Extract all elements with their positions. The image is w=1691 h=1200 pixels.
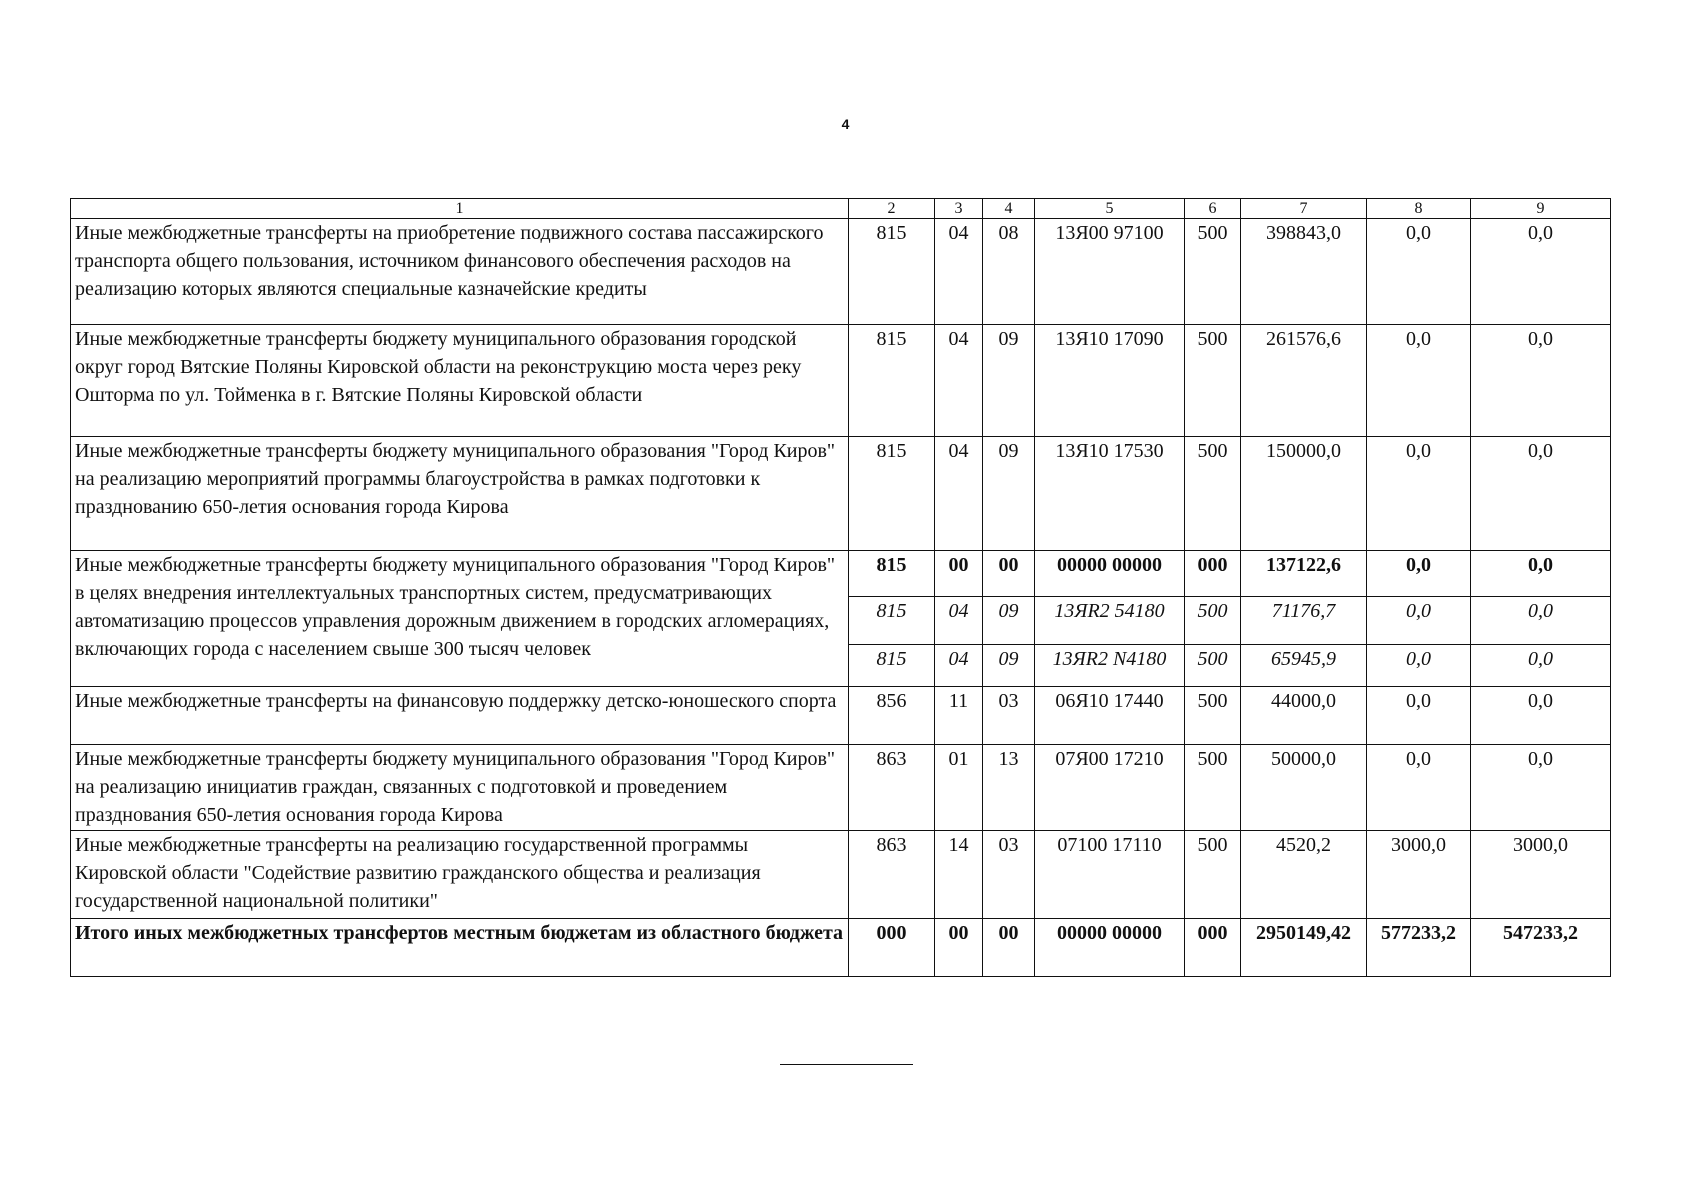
cell-target-article: 00000 00000 xyxy=(1035,551,1185,597)
cell-ministry-code: 815 xyxy=(849,645,935,687)
cell-ministry-code: 863 xyxy=(849,831,935,919)
cell-amount-col7: 2950149,42 xyxy=(1241,919,1367,977)
cell-amount-col9: 0,0 xyxy=(1471,325,1611,437)
cell-expense-type: 500 xyxy=(1185,437,1241,551)
column-header: 4 xyxy=(983,199,1035,219)
column-header: 3 xyxy=(935,199,983,219)
cell-subsection: 09 xyxy=(983,325,1035,437)
cell-amount-col9: 0,0 xyxy=(1471,219,1611,325)
cell-target-article: 13Я00 97100 xyxy=(1035,219,1185,325)
cell-section: 04 xyxy=(935,219,983,325)
cell-amount-col7: 398843,0 xyxy=(1241,219,1367,325)
column-header: 5 xyxy=(1035,199,1185,219)
cell-amount-col7: 261576,6 xyxy=(1241,325,1367,437)
cell-target-article: 06Я10 17440 xyxy=(1035,687,1185,745)
cell-amount-col9: 3000,0 xyxy=(1471,831,1611,919)
cell-amount-col9: 0,0 xyxy=(1471,597,1611,645)
column-header: 9 xyxy=(1471,199,1611,219)
cell-expense-type: 000 xyxy=(1185,919,1241,977)
footer-divider xyxy=(780,1064,913,1065)
cell-amount-col9: 0,0 xyxy=(1471,551,1611,597)
cell-target-article: 13ЯR2 54180 xyxy=(1035,597,1185,645)
table-row xyxy=(71,831,1611,919)
row-description: Иные межбюджетные трансферты бюджету муниципального образования городской округ город Вятские Поляны Кировской области на реконструкцию моста через реку Ошторма по ул. Тойменка в г. Вятские Поляны Кировской области xyxy=(71,325,849,437)
table-row xyxy=(71,745,1611,831)
cell-expense-type: 500 xyxy=(1185,597,1241,645)
column-header: 8 xyxy=(1367,199,1471,219)
cell-amount-col8: 0,0 xyxy=(1367,597,1471,645)
row-description: Иные межбюджетные трансферты на реализацию государственной программы Кировской области "Содействие развитию гражданского общества и реализация государственной национальной политики" xyxy=(71,831,849,919)
cell-amount-col8: 0,0 xyxy=(1367,219,1471,325)
cell-section: 04 xyxy=(935,597,983,645)
cell-section: 11 xyxy=(935,687,983,745)
cell-amount-col8: 0,0 xyxy=(1367,745,1471,831)
cell-amount-col9: 0,0 xyxy=(1471,437,1611,551)
cell-subsection: 13 xyxy=(983,745,1035,831)
cell-ministry-code: 000 xyxy=(849,919,935,977)
row-description: Иные межбюджетные трансферты бюджету муниципального образования "Город Киров" на реализацию инициатив граждан, связанных с подготовкой и проведением празднования 650-летия основания города Кирова xyxy=(71,745,849,831)
cell-amount-col7: 4520,2 xyxy=(1241,831,1367,919)
column-header: 7 xyxy=(1241,199,1367,219)
table-row xyxy=(71,219,1611,325)
cell-expense-type: 500 xyxy=(1185,831,1241,919)
cell-amount-col7: 150000,0 xyxy=(1241,437,1367,551)
cell-section: 04 xyxy=(935,437,983,551)
cell-expense-type: 000 xyxy=(1185,551,1241,597)
cell-expense-type: 500 xyxy=(1185,325,1241,437)
table-row xyxy=(71,687,1611,745)
row-description: Иные межбюджетные трансферты бюджету муниципального образования "Город Киров" на реализацию мероприятий программы благоустройства в рамках подготовки к празднованию 650-летия основания города Кирова xyxy=(71,437,849,551)
cell-subsection: 08 xyxy=(983,219,1035,325)
cell-subsection: 09 xyxy=(983,645,1035,687)
cell-amount-col7: 44000,0 xyxy=(1241,687,1367,745)
cell-section: 01 xyxy=(935,745,983,831)
cell-amount-col8: 3000,0 xyxy=(1367,831,1471,919)
cell-section: 04 xyxy=(935,325,983,437)
cell-amount-col8: 577233,2 xyxy=(1367,919,1471,977)
cell-amount-col8: 0,0 xyxy=(1367,687,1471,745)
cell-amount-col7: 137122,6 xyxy=(1241,551,1367,597)
cell-amount-col7: 71176,7 xyxy=(1241,597,1367,645)
row-description: Иные межбюджетные трансферты на финансовую поддержку детско-юношеского спорта xyxy=(71,687,849,745)
cell-section: 04 xyxy=(935,645,983,687)
cell-target-article: 07100 17110 xyxy=(1035,831,1185,919)
cell-amount-col8: 0,0 xyxy=(1367,551,1471,597)
cell-target-article: 13ЯR2 N4180 xyxy=(1035,645,1185,687)
cell-target-article: 13Я10 17090 xyxy=(1035,325,1185,437)
cell-amount-col9: 0,0 xyxy=(1471,745,1611,831)
cell-section: 00 xyxy=(935,919,983,977)
cell-amount-col9: 0,0 xyxy=(1471,687,1611,745)
cell-target-article: 13Я10 17530 xyxy=(1035,437,1185,551)
column-header: 6 xyxy=(1185,199,1241,219)
cell-amount-col8: 0,0 xyxy=(1367,325,1471,437)
cell-expense-type: 500 xyxy=(1185,645,1241,687)
total-description: Итого иных межбюджетных трансфертов местным бюджетам из областного бюджета xyxy=(71,919,849,977)
cell-expense-type: 500 xyxy=(1185,219,1241,325)
cell-ministry-code: 815 xyxy=(849,597,935,645)
table-row xyxy=(71,551,1611,597)
cell-target-article: 00000 00000 xyxy=(1035,919,1185,977)
row-description: Иные межбюджетные трансферты на приобретение подвижного состава пассажирского транспорта общего пользования, источником финансового обеспечения расходов на реализацию которых являются специальные казначейские кредиты xyxy=(71,219,849,325)
cell-amount-col9: 0,0 xyxy=(1471,645,1611,687)
cell-subsection: 00 xyxy=(983,551,1035,597)
cell-subsection: 09 xyxy=(983,437,1035,551)
cell-target-article: 07Я00 17210 xyxy=(1035,745,1185,831)
cell-amount-col7: 65945,9 xyxy=(1241,645,1367,687)
row-description: Иные межбюджетные трансферты бюджету муниципального образования "Город Киров" в целях внедрения интеллектуальных транспортных систем, предусматривающих автоматизацию процессов управления дорожным движением в городских агломерациях, включающих города с населением свыше 300 тысяч человек xyxy=(71,551,849,687)
cell-amount-col9: 547233,2 xyxy=(1471,919,1611,977)
cell-amount-col7: 50000,0 xyxy=(1241,745,1367,831)
cell-ministry-code: 815 xyxy=(849,437,935,551)
cell-section: 00 xyxy=(935,551,983,597)
page-number: 4 xyxy=(841,116,850,132)
cell-amount-col8: 0,0 xyxy=(1367,645,1471,687)
column-header: 1 xyxy=(71,199,849,219)
table-row xyxy=(71,325,1611,437)
cell-subsection: 09 xyxy=(983,597,1035,645)
cell-ministry-code: 815 xyxy=(849,219,935,325)
cell-subsection: 03 xyxy=(983,831,1035,919)
cell-amount-col8: 0,0 xyxy=(1367,437,1471,551)
cell-expense-type: 500 xyxy=(1185,687,1241,745)
cell-ministry-code: 863 xyxy=(849,745,935,831)
table-total-row xyxy=(71,919,1611,977)
cell-ministry-code: 815 xyxy=(849,325,935,437)
budget-transfers-table xyxy=(70,198,1611,977)
cell-section: 14 xyxy=(935,831,983,919)
table-row xyxy=(71,437,1611,551)
cell-expense-type: 500 xyxy=(1185,745,1241,831)
cell-subsection: 00 xyxy=(983,919,1035,977)
cell-ministry-code: 815 xyxy=(849,551,935,597)
cell-subsection: 03 xyxy=(983,687,1035,745)
cell-ministry-code: 856 xyxy=(849,687,935,745)
column-header: 2 xyxy=(849,199,935,219)
column-number-row xyxy=(71,199,1611,219)
